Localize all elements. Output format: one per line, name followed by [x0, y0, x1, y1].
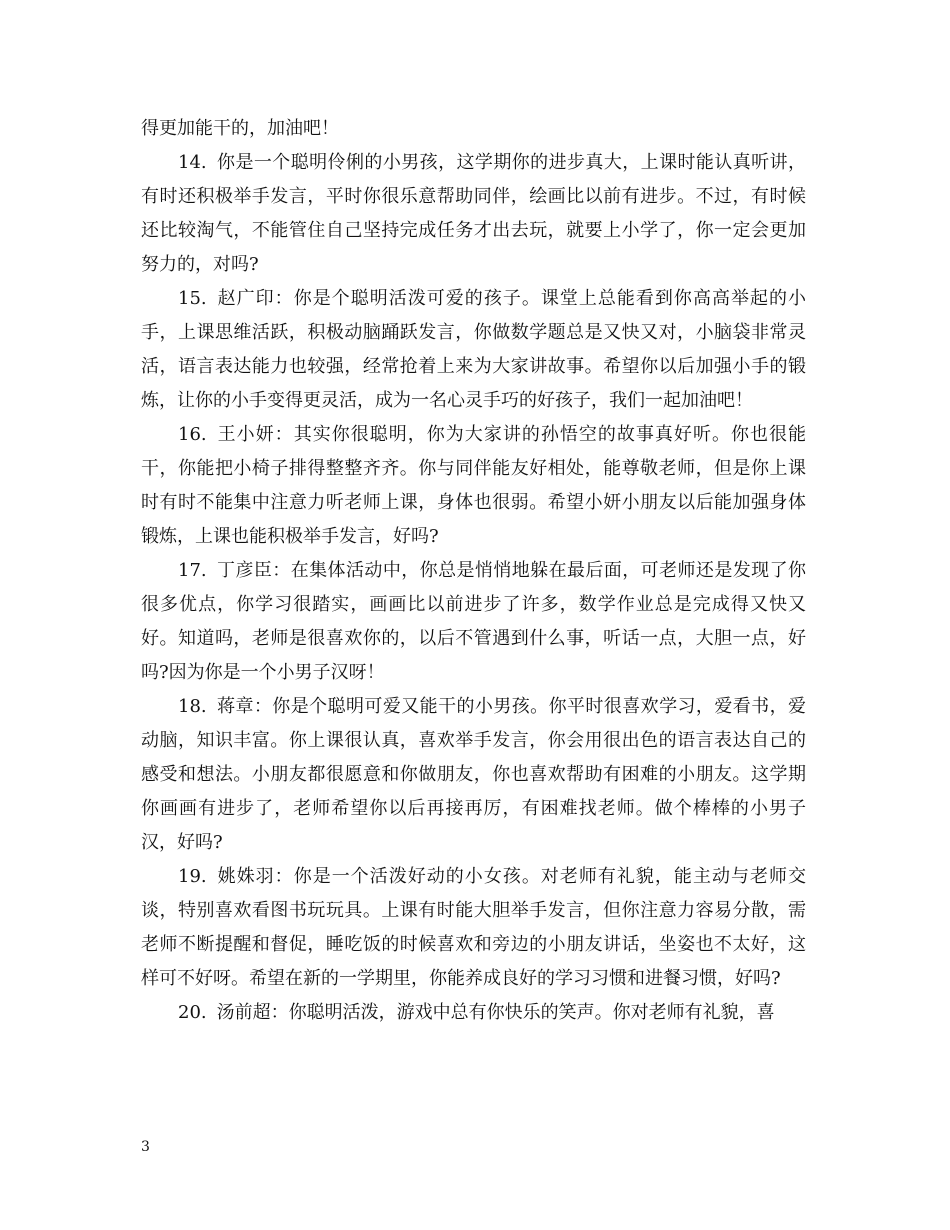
page-number: 3	[141, 1139, 150, 1155]
comment-item-14	[141, 146, 806, 282]
item-text: 丁彦臣：在集体活动中，你总是悄悄地躲在最后面，可老师还是发现了你很多优点，你学习很踏实，画画比以前进步了许多，数学作业总是完成得又快又好。知道吗，老师是很喜欢你的，以后不管遇到什么事，听话一点，大胆一点，好吗?因为你是一个小男子汉呀！	[141, 560, 806, 683]
item-number: 16.	[178, 424, 207, 445]
comment-item-15	[141, 282, 806, 418]
item-text: 蒋章：你是个聪明可爱又能干的小男孩。你平时很喜欢学习，爱看书，爱动脑，知识丰富。你上课很认真，喜欢举手发言，你会用很出色的语言表达自己的感受和想法。小朋友都很愿意和你做朋友，你也喜欢帮助有困难的小朋友。这学期你画画有进步了，老师希望你以后再接再厉，有困难找老师。做个棒棒的小男子汉，好吗?	[141, 696, 806, 853]
item-number: 17.	[178, 560, 207, 581]
item-text: 赵广印：你是个聪明活泼可爱的孩子。课堂上总能看到你高高举起的小手，上课思维活跃，积极动脑踊跃发言，你做数学题总是又快又对，小脑袋非常灵活，语言表达能力也较强，经常抢着上来为大家讲故事。希望你以后加强小手的锻炼，让你的小手变得更灵活，成为一名心灵手巧的好孩子，我们一起加油吧！	[141, 288, 806, 411]
comment-item-17	[141, 554, 806, 690]
item-text: 姚姝羽：你是一个活泼好动的小女孩。对老师有礼貌，能主动与老师交谈，特别喜欢看图书玩玩具。上课有时能大胆举手发言，但你注意力容易分散，需老师不断提醒和督促，睡吃饭的时候喜欢和旁边的小朋友讲话，坐姿也不太好，这样可不好呀。希望在新的一学期里，你能养成良好的学习习惯和进餐习惯，好吗?	[141, 866, 806, 989]
item-number: 18.	[178, 696, 207, 717]
item-text: 王小妍：其实你很聪明，你为大家讲的孙悟空的故事真好听。你也很能干，你能把小椅子排得整整齐齐。你与同伴能友好相处，能尊敬老师，但是你上课时有时不能集中注意力听老师上课，身体也很弱。希望小妍小朋友以后能加强身体锻炼，上课也能积极举手发言，好吗?	[141, 424, 806, 547]
comment-item-20	[141, 996, 806, 1030]
item-number: 15.	[178, 288, 207, 309]
item-number: 20.	[178, 1002, 207, 1023]
item-number: 19.	[178, 866, 207, 887]
item-text: 你是一个聪明伶俐的小男孩，这学期你的进步真大，上课时能认真听讲，有时还积极举手发言，平时你很乐意帮助同伴，绘画比以前有进步。不过，有时候还比较淘气，不能管住自己坚持完成任务才出去玩，就要上小学了，你一定会更加努力的，对吗?	[141, 152, 806, 275]
item-text: 汤前超：你聪明活泼，游戏中总有你快乐的笑声。你对老师有礼貌，喜	[216, 1002, 775, 1023]
item-number: 14.	[178, 152, 207, 173]
comment-item-18	[141, 690, 806, 860]
continuation-paragraph: 得更加能干的，加油吧！	[141, 118, 339, 139]
comment-item-19	[141, 860, 806, 996]
comment-item-16	[141, 418, 806, 554]
document-body	[141, 112, 806, 1030]
